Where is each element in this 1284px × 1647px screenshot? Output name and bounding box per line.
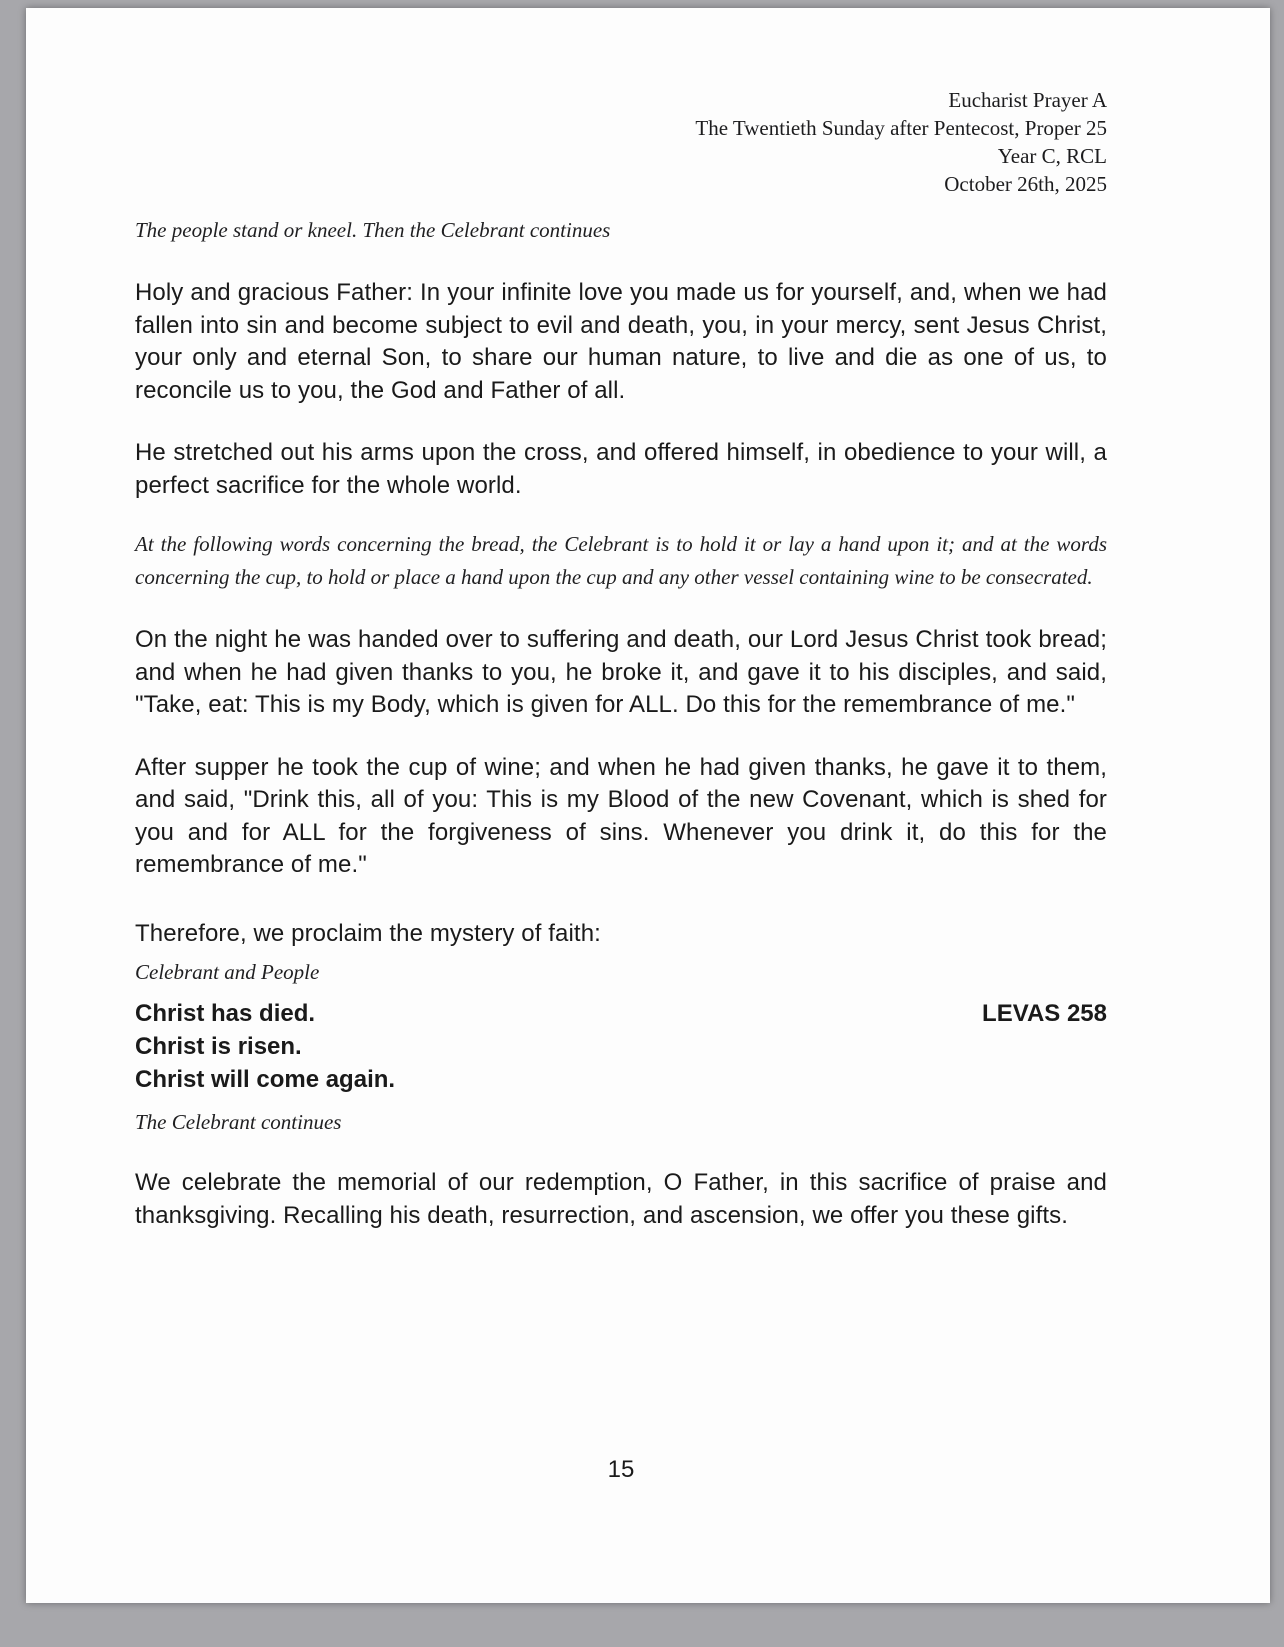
paragraph-memorial: We celebrate the memorial of our redemption, O Father, in this sacrifice of praise and thanksgiving. Recalling his death, resurrection, and ascension, we offer you these gifts. bbox=[135, 1169, 1107, 1229]
memorial-acclamation bbox=[135, 997, 1107, 1096]
rubric-celebrant-and-people: Celebrant and People bbox=[135, 960, 320, 984]
rubric-bread-and-cup: At the following words concerning the bread, the Celebrant is to hold it or lay a hand upon it; and at the words concerning the cup, to hold or place a hand upon the cup and any other vessel containing wine to be consecrated. bbox=[135, 532, 1107, 589]
acclamation-row-1 bbox=[135, 997, 1107, 1030]
paragraph-stretched-arms: He stretched out his arms upon the cross, and offered himself, in obedience to your will, a perfect sacrifice for the whole world. bbox=[135, 439, 1107, 499]
rubric-people-stand: The people stand or kneel. Then the Celebrant continues bbox=[135, 218, 611, 242]
document-header bbox=[135, 86, 1107, 198]
header-date: October 26th, 2025 bbox=[944, 172, 1107, 196]
paragraph-bread: On the night he was handed over to suffering and death, our Lord Jesus Christ took bread; and when he had given thanks to you, he broke it, and gave it to his disciples, and said, "Take, eat: This is my Body, which is given for ALL. Do this for the remembrance of me." bbox=[135, 626, 1107, 718]
header-title: Eucharist Prayer A bbox=[948, 88, 1107, 112]
document-page bbox=[26, 8, 1270, 1603]
acclamation-line-died: Christ has died. bbox=[135, 1000, 316, 1027]
page-content bbox=[135, 8, 1107, 1232]
acclamation-line-come-again: Christ will come again. bbox=[135, 1066, 396, 1093]
paragraph-mystery-of-faith: Therefore, we proclaim the mystery of faith: bbox=[135, 919, 601, 947]
paragraph-holy-father: Holy and gracious Father: In your infinite love you made us for yourself, and, when we had fallen into sin and become subject to evil and death, you, in your mercy, sent Jesus Christ, your only and eternal Son, to share our human nature, to live and die as one of us, to reconcile us to you, the God and Father of all. bbox=[135, 279, 1107, 404]
paragraph-cup: After supper he took the cup of wine; and when he had given thanks, he gave it to them, and said, "Drink this, all of you: This is my Blood of the new Covenant, which is shed for you and for ALL for the forgiveness of sins. Whenever you drink it, do this for the remembrance of me." bbox=[135, 753, 1107, 878]
acclamation-line-risen: Christ is risen. bbox=[135, 1033, 302, 1060]
page-number: 15 bbox=[607, 1456, 635, 1483]
header-sunday: The Twentieth Sunday after Pentecost, Proper 25 bbox=[695, 116, 1107, 140]
header-year-lectionary: Year C, RCL bbox=[997, 144, 1107, 168]
hymn-reference: LEVAS 258 bbox=[982, 1000, 1107, 1027]
rubric-celebrant-continues: The Celebrant continues bbox=[135, 1110, 342, 1134]
